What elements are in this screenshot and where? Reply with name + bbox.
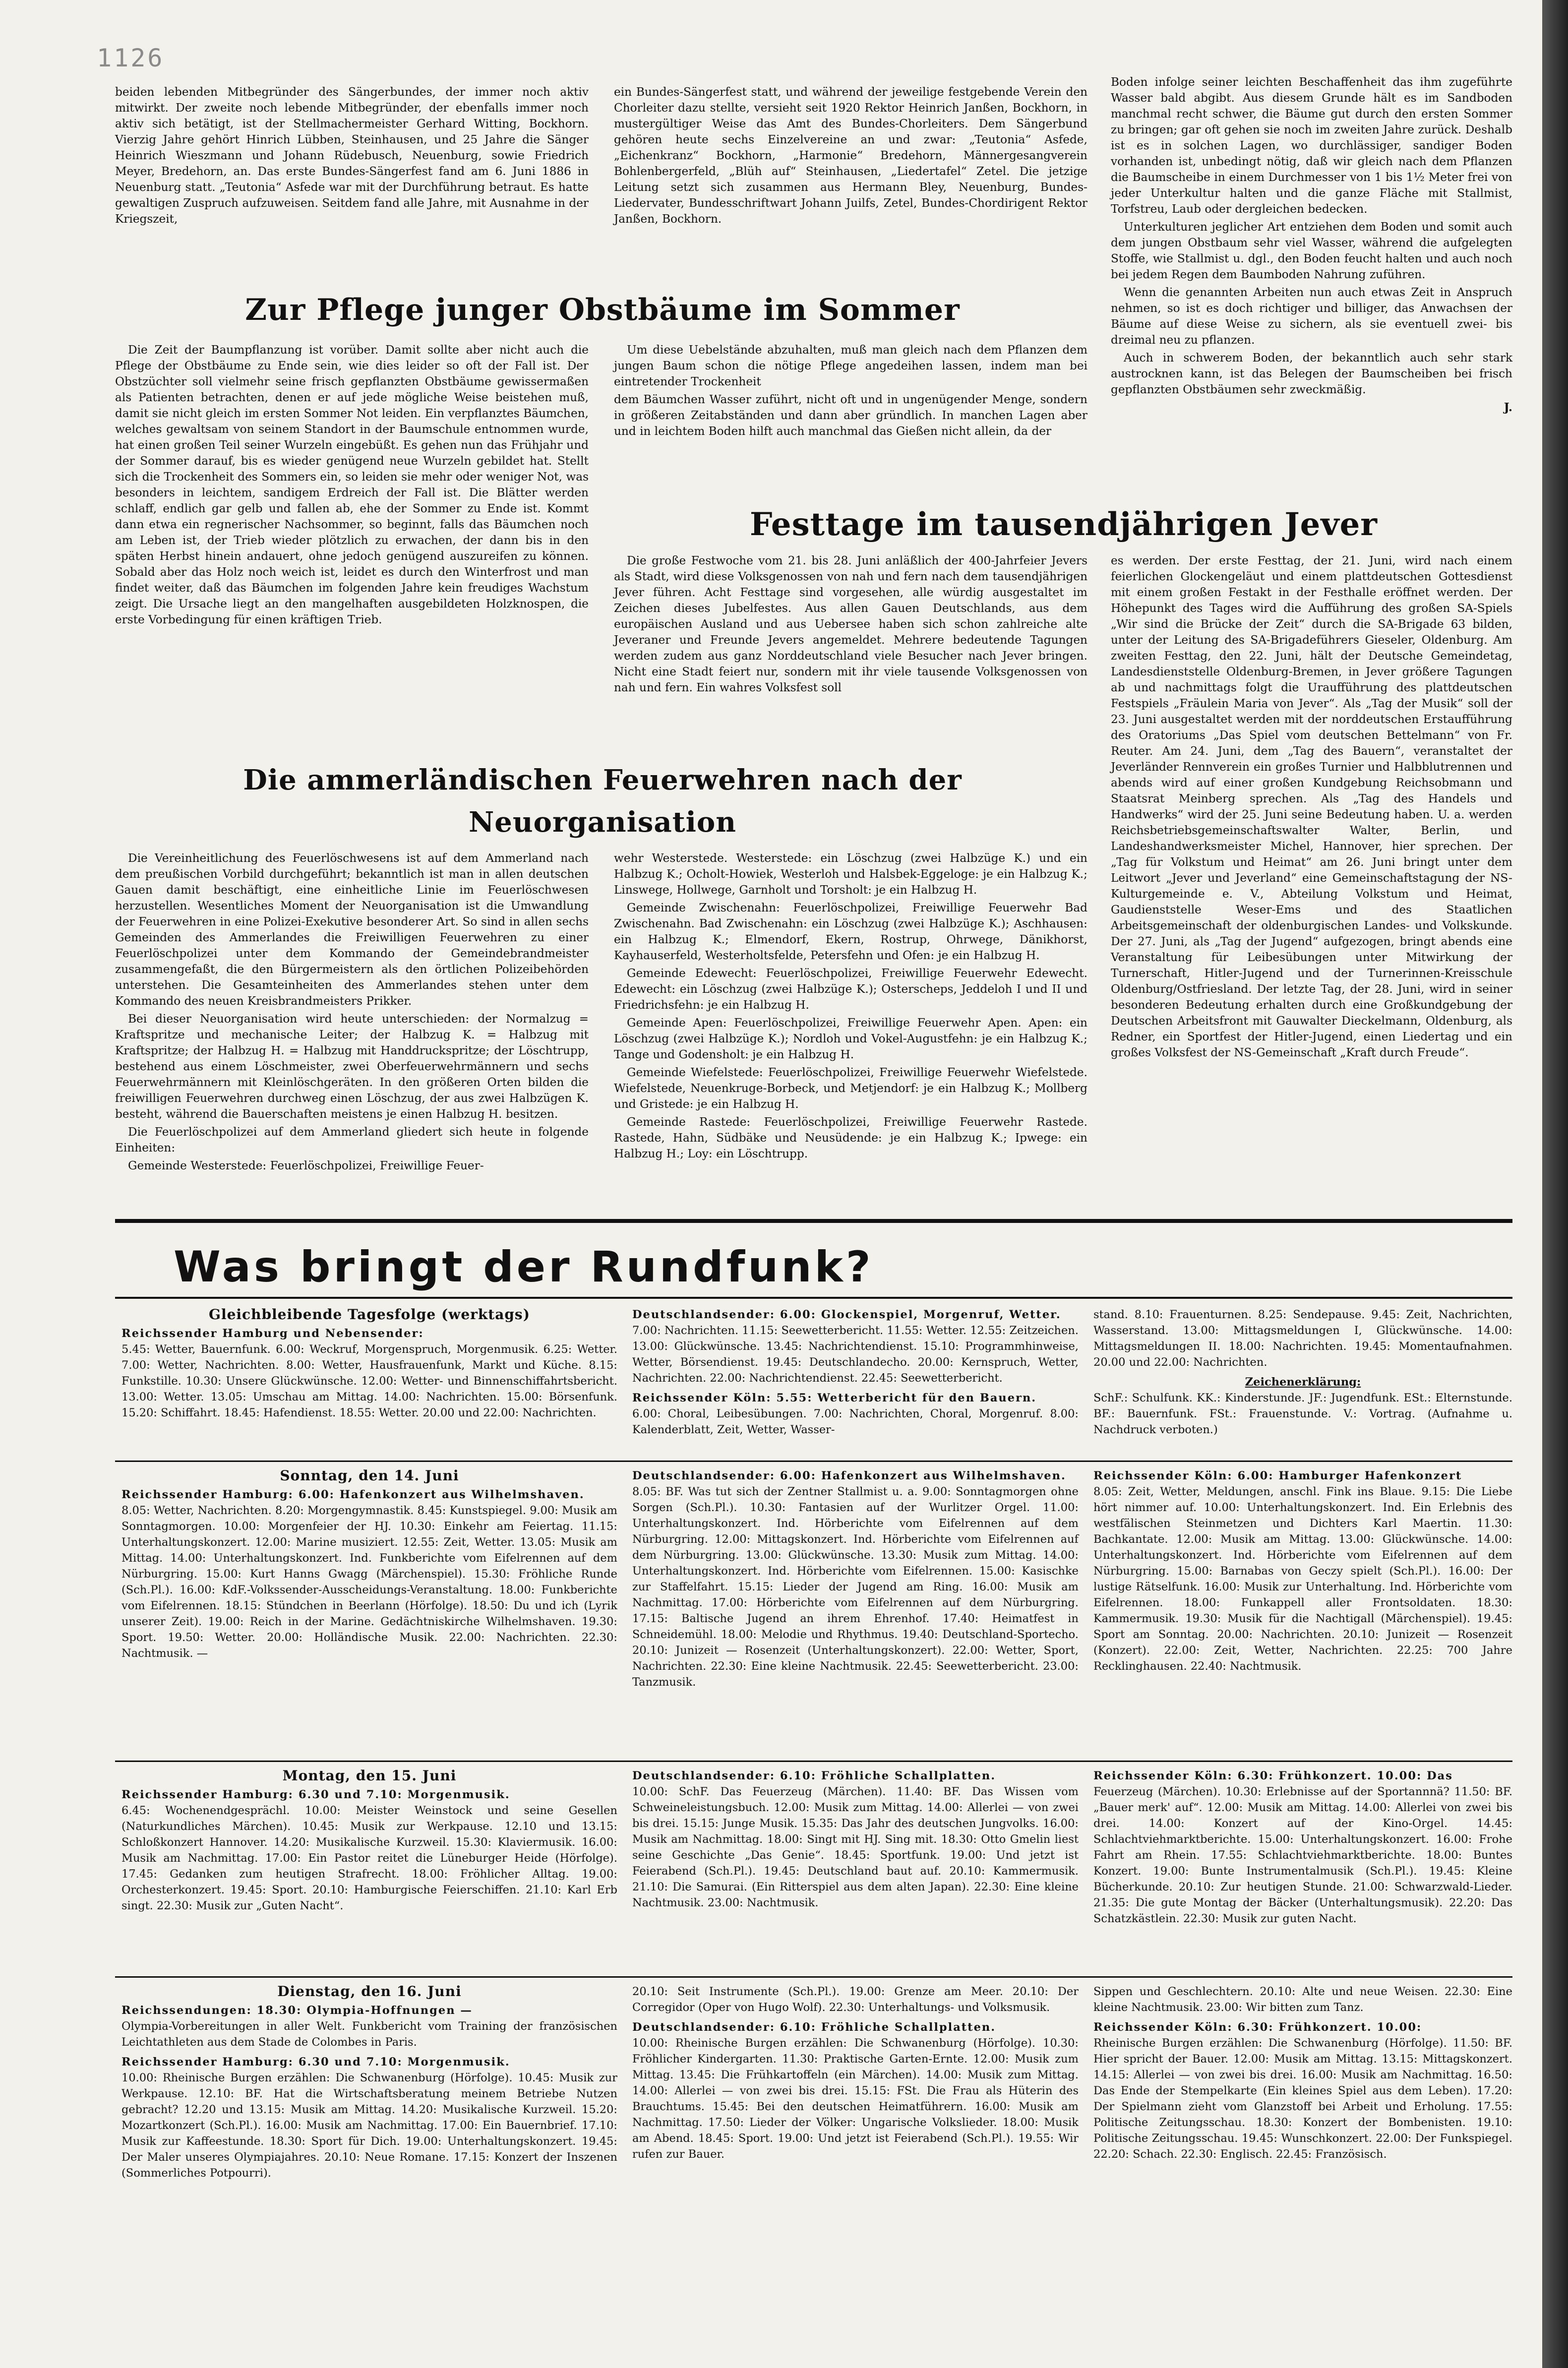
program-text: 8.05: Zeit, Wetter, Meldungen, anschl. Fink ins Blaue. 9.15: Die Liebe hört nimmer auf. 10.00: Unterhaltungskonzert. Ind. Ein Erlebnis des westfälischen Steinmetzen und Dichters Karl Maertin. 11.30: Bachkantate. 12.00: Musik am Mittag. 13.00: Glückwünsche. 14.00: Unterhaltungskonzert. Ind. Hörberichte vom Eifelrennen auf dem Nürburgring. 15.00: Barnabas von Geczy spielt (Sch.Pl.). 16.00: Der lustige Rätselfunk. 16.00: Musik zur Unterhaltung. Ind. Hörberichte vom Eifelrennen. 18.00: Funkappell aller Frontsoldaten. 18.30: Kammermusik. 19.30: Musik für die Nachtigall (Märchenspiel). 19.45: Sport am Sonntag. 20.00: Nachrichten. 20.10: Junizeit — Rosenzeit (Konzert). 22.00: Zeit, Wetter, Nachrichten. 22.25: 700 Jahre Recklinghausen. 22.40: Nachtmusik. [1093, 1485, 1512, 1673]
jever-col1 [614, 553, 1087, 698]
jever-headline: Festtage im tausendjährigen Jever [749, 506, 1378, 543]
radio-row4-col1 [121, 1984, 617, 2185]
sender-name: Reichssender Hamburg: 6.30 und 7.10: Morgenmusik. [121, 2056, 510, 2068]
program-text: 8.05: Wetter, Nachrichten. 8.20: Morgengymnastik. 8.45: Kunstspiegel. 9.00: Musik am Sonntagmorgen. 10.00: Morgenfeier der HJ. 10.30: Einkehr am Feiertag. 11.15: Unterhaltungskonzert. 12.00: Marine musiziert. 12.55: Zeit, Wetter. 13.05: Musik am Mittag. 14.00: Unterhaltungskonzert. Ind. Funkberichte vom Eifelrennen auf dem Nürburgring. 15.00: Kurt Hanns Gwagg (Märchenspiel). 15.30: Fröhliche Runde (Sch.Pl.). 16.00: KdF.-Volkssender-Ausscheidungs-Veranstaltung. 18.00: Funkberichte vom Eifelrennen. 18.15: Stündchen in Beerlann (Hörfolge). 18.50: Du und ich (Lyrik unserer Zeit). 19.00: Reich in der Marine. Gedächtniskirche Wilhelmshaven. 19.30: Sport. 19.50: Wetter. 20.00: Holländische Musik. 22.00: Nachrichten. 22.30: Nachtmusik. — [121, 1504, 617, 1660]
paragraph: dem Bäumchen Wasser zuführt, nicht oft und in ungenügender Menge, sondern in größeren Zeitabständen und dann aber gründlich. In manchen Lagen aber und in leichtem Boden hilft auch manchmal das Gießen nicht allein, da der [614, 393, 1087, 438]
program-text: 6.45: Wochenendgesprächl. 10.00: Meister Weinstock und seine Gesellen (Naturkundliches Märchen). 10.45: Musik zur Werkpause. 12.10 und 13.15: Schloßkonzert Hannover. 14.20: Musikalische Kurzweil. 15.30: Klaviermusik. 16.00: Musik am Nachmittag. 17.00: Ein Pastor reitet die Lüneburger Heide (Hörfolge). 17.45: Gedanken zum heutigen Strafrecht. 18.00: Fröhlicher Alltag. 19.00: Orchesterkonzert. 19.45: Sport. 20.10: Hamburgische Feierschiffen. 21.10: Karl Erb singt. 22.30: Musik zur „Guten Nacht“. [121, 1804, 617, 1912]
sender-name: Reichssender Hamburg und Nebensender: [121, 1327, 424, 1340]
program-text: 10.00: SchF. Das Feuerzeug (Märchen). 11.40: BF. Das Wissen vom Schweineleistungsbuch. 12.00: Musik zum Mittag. 14.00: Allerlei — von zwei bis drei. 15.15: Junge Musik. 15.35: Das Jahr des deutschen Jungvolks. 16.00: Musik am Nachmittag. 18.00: Singt mit HJ. Sing mit. 18.30: Otto Gmelin liest seine Geschichte „Das Genie“. 18.45: Sportfunk. 19.00: Und jetzt ist Feierabend (Sch.Pl.). 19.45: Deutschland baut auf. 20.10: Kammermusik. 21.10: Die Samurai. (Ein Ritterspiel aus dem alten Japan). 22.30: Eine kleine Nachtmusik. 23.00: Nachtmusik. [632, 1785, 1079, 1909]
paragraph: Gemeinde Edewecht: Feuerlöschpolizei, Freiwillige Feuerwehr Edewecht. Edewecht: ein Löschzug (zwei Halbzüge K.); Osterscheps, Jeddeloh I und II und Friedrichsfehn: je ein Halbzug H. [614, 967, 1087, 1012]
jever-col2 [1111, 553, 1512, 1063]
radio-row3-col1 [121, 1768, 617, 1918]
rundfunk-title: Was bringt der Rundfunk? [174, 1242, 874, 1292]
row-rule [115, 1761, 1512, 1762]
sender-name: Deutschlandsender: 6.00: Hafenkonzert aus Wilhelmshaven. [632, 1469, 1066, 1482]
paragraph: Gemeinde Apen: Feuerlöschpolizei, Freiwillige Feuerwehr Apen. Apen: ein Löschzug (zwei Halbzüge K.); Nordloh und Vokel-Augustfehn: je ein Halbzug K.; Tange und Godensholt: je ein Halbzug H. [614, 1016, 1087, 1061]
program-text: 20.10: Seit Instrumente (Sch.Pl.). 19.00: Grenze am Meer. 20.10: Der Corregidor (Oper von Hugo Wolf). 22.30: Unterhaltungs- und Volksmusik. [632, 1985, 1079, 2014]
program-text: Feuerzeug (Märchen). 10.30: Erlebnisse auf der Sportannnä? 11.50: BF. „Bauer merk' auf“. 12.00: Musik am Mittag. 14.00: Allerlei von zwei bis drei. 14.00: Konzert auf der Kino-Orgel. 14.45: Schlachtviehmarktberichte. 15.00: Unterhaltungskonzert. 16.00: Frohe Fahrt am Rhein. 17.55: Schlachtviehmarktberichte. 18.00: Buntes Konzert. 19.00: Bunte Instrumentalmusik (Sch.Pl.). 19.45: Kleine Bücherkunde. 20.10: Zur heutigen Stunde. 21.00: Schwarzwald-Lieder. 21.35: Die gute Montag der Bäcker (Unterhaltungsmusik). 22.20: Das Schatzkästlein. 22.30: Musik zur guten Nacht. [1093, 1785, 1512, 1925]
paragraph: Gemeinde Westerstede: Feuerlöschpolizei, Freiwillige Feuer- [128, 1159, 484, 1172]
paragraph: Wenn die genannten Arbeiten nun auch etwas Zeit in Anspruch nehmen, so ist es doch richtiger und billiger, das Anwachsen der Bäume auf diese Weise zu sichern, als sie eventuell zwei- bis dreimal neu zu pflanzen. [1111, 286, 1512, 347]
feuerwehr-headline-line1: Die ammerländischen Feuerwehren nach der [243, 764, 962, 796]
sangerbund-continuation-col1 [115, 84, 589, 229]
program-text: 10.00: Rheinische Burgen erzählen: Die Schwanenburg (Hörfolge). 10.45: Musik zur Werkpause. 12.10: BF. Hat die Wirtschaftsberatung meinem Betriebe Nutzen gebracht? 12.20 und 13.15: Musik am Mittag. 14.20: Musikalische Kurzweil. 15.20: Mozartkonzert (Sch.Pl.). 16.00: Musik am Nachmittag. 17.00: Ein Bauernbrief. 17.10: Musik zur Kaffeestunde. 18.30: Sport für Dich. 19.00: Unterhaltungskonzert. 19.45: Der Maler unseres Olympiajahres. 20.10: Neue Romane. 17.15: Konzert der Inszenen (Sommerliches Potpourri). [121, 2071, 617, 2180]
page-number: 1126 [97, 44, 165, 72]
radio-row2-col2 [632, 1468, 1079, 1694]
legend-text: SchF.: Schulfunk. KK.: Kinderstunde. JF.: Jugendfunk. ESt.: Elternstunde. BF.: Bauernfunk. FSt.: Frauenstunde. V.: Vortrag. (Aufnahme u. Nachdruck verboten.) [1093, 1392, 1512, 1436]
radio-row3-col2 [632, 1768, 1079, 1915]
author-signature: J. [1504, 401, 1512, 414]
radio-row3-col3 [1093, 1768, 1512, 1931]
program-text: 10.00: Rheinische Burgen erzählen: Die Schwanenburg (Hörfolge). 10.30: Fröhlicher Kindergarten. 11.30: Praktische Garten-Ernte. 12.00: Musik zum Mittag. 13.45: Die Frühkartoffeln (ein Märchen). 14.00: Musik zum Mittag. 14.00: Allerlei — von zwei bis drei. 15.15: FSt. Die Frau als Hüterin des Brauchtums. 15.45: Bei den deutschen Heimatführern. 16.00: Musik am Nachmittag. 17.50: Lieder der Völker: Ungarische Volkslieder. 18.00: Musik am Abend. 18.45: Sport. 19.00: Und jetzt ist Feierabend (Sch.Pl.). 19.55: Wir rufen zur Bauer. [632, 2037, 1079, 2161]
sender-name: Reichssender Köln: 5.55: Wetterbericht für den Bauern. [632, 1392, 1037, 1404]
legend-heading: Zeichenerklärung: [1245, 1376, 1361, 1389]
program-text: Sippen und Geschlechtern. 20.10: Alte und neue Weisen. 22.30: Eine kleine Nachtmusik. 23.00: Wir bitten zum Tanz. [1093, 1985, 1512, 2014]
sender-name: Reichssender Köln: 6.30: Frühkonzert. 10.00: [1093, 2021, 1422, 2034]
radio-row4-col2 [632, 1984, 1079, 2166]
radio-row1-col3 [1093, 1307, 1512, 1442]
paragraph: Die Feuerlöschpolizei auf dem Ammerland gliedert sich heute in folgende Einheiten: [115, 1125, 589, 1154]
title-rule [115, 1297, 1512, 1299]
paragraph: Gemeinde Zwischenahn: Feuerlöschpolizei, Freiwillige Feuerwehr Bad Zwischenahn. Bad Zwischenahn: ein Löschzug (zwei Halbzüge K.); Aschhausen: ein Halbzug K.; Elmendorf, Ekern, Rostrup, Ohrwege, Dänikhorst, Kayhauserfeld, Westerholtsfelde, Petersfehn und Ofen: je ein Halbzug H. [614, 901, 1087, 962]
paragraph: Die große Festwoche vom 21. bis 28. Juni anläßlich der 400-Jahrfeier Jevers als Stadt, wird diese Volksgenossen von nah und fern nach dem tausendjährigen Jever führen. Acht Festtage sind vorgesehen, alle würdig ausgestaltet im Zeichen dieses Jubelfestes. Aus allen Gauen Deutschlands, aus dem europäischen Ausland und aus Uebersee haben sich schon zahlreiche alte Jeveraner und Freunde Jevers angemeldet. Mehrere bedeutende Tagungen werden zudem aus ganz Norddeutschland viele Besucher nach Jever bringen. Nicht eine Stadt feiert nur, sondern mit ihr viele tausende Volksgenossen von nah und fern. Ein wahres Volksfest soll [614, 554, 1087, 694]
radio-row1-col1 [121, 1307, 617, 1425]
feuerwehr-headline-line2: Neuorganisation [469, 806, 736, 839]
program-text: Olympia-Vorbereitungen in aller Welt. Funkbericht vom Training der französischen Leichtathleten aus dem Stade de Colombes in Paris. [121, 2020, 617, 2049]
row-rule [115, 1460, 1512, 1462]
paragraph: ein Bundes-Sängerfest statt, und während der jeweilige festgebende Verein den Chorleiter dazu stellte, versieht seit 1920 Rektor Heinrich Janßen, Bockhorn, in mustergültiger Weise das Amt des Bundes-Chorleiters. Dem Sängerbund gehören heute sechs Einzelvereine an und zwar: „Teutonia“ Asfede, „Eichenkranz“ Bockhorn, „Harmonie“ Bredehorn, Männergesangverein Bohlenbergerfeld, „Blüh auf“ Steinhausen, „Liedertafel“ Zetel. Die jetzige Leitung setzt sich zusammen aus Hermann Bley, Neuenburg, Bundes-Liedervater, Bundesschriftwart Johann Juilfs, Zetel, Bundes-Chordirigent Rektor Janßen, Bockhorn. [614, 85, 1087, 226]
sangerbund-continuation-col2 [614, 84, 1087, 229]
paragraph: Unterkulturen jeglicher Art entziehen dem Boden und somit auch dem jungen Obstbaum sehr viel Wasser, während die aufgelegten Stoffe, wie Stallmist u. dgl., den Boden feucht halten und auch noch bei jedem Regen dem Baumboden Nahrung zuführen. [1111, 220, 1512, 281]
paragraph: Um diese Uebelstände abzuhalten, muß man gleich nach dem Pflanzen dem jungen Baum schon die nötige Pflege angedeihen lassen, indem man bei eintretender Trockenheit [614, 343, 1087, 388]
sender-name: Reichssender Hamburg: 6.00: Hafenkonzert aus Wilhelmshaven. [121, 1488, 585, 1501]
paragraph: Boden infolge seiner leichten Beschaffenheit das ihm zugeführte Wasser bald abgibt. Aus diesem Grunde hält es im Sandboden manchmal recht schwer, die Bäume gut durch den ersten Sommer zu bringen; gar oft gehen sie noch im zweiten Jahre zurück. Deshalb ist es in solchen Lagen, wo durchlässiger, sandiger Boden vorhanden ist, unbedingt nötig, daß wir gleich nach dem Pflanzen die Baumscheibe in einem Durchmesser von 1 bis 1½ Meter frei von jeder Unterkultur halten und die ganze Fläche mit Stallmist, Torfstreu, Laub oder dergleichen bedecken. [1111, 75, 1512, 216]
program-text: 5.45: Wetter, Bauernfunk. 6.00: Weckruf, Morgenspruch, Morgenmusik. 6.25: Wetter. 7.00: Wetter, Nachrichten. 8.00: Wetter, Hausfrauenfunk, Markt und Küche. 8.15: Funkstille. 10.30: Unsere Glückwünsche. 12.00: Wetter- und Binnenschiffahrtsbericht. 13.00: Wetter. 13.05: Umschau am Mittag. 14.00: Nachrichten. 15.00: Börsenfunk. 15.20: Schiffahrt. 18.45: Hafendienst. 18.55: Wetter. 20.00 und 22.00: Nachrichten. [121, 1343, 617, 1419]
feuerwehr-col2 [614, 850, 1087, 1164]
paragraph: Auch in schwerem Boden, der bekanntlich auch sehr stark austrocknen kann, ist das Belegen der Baumscheiben bei frisch gepflanzten Obstbäumen sehr zweckmäßig. [1111, 351, 1512, 396]
day-heading: Sonntag, den 14. Juni [280, 1467, 459, 1484]
obst-headline: Zur Pflege junger Obstbäume im Sommer [245, 293, 960, 327]
row-rule [115, 1976, 1512, 1978]
day-heading: Montag, den 15. Juni [282, 1767, 457, 1784]
paragraph: Gemeinde Wiefelstede: Feuerlöschpolizei, Freiwillige Feuerwehr Wiefelstede. Wiefelstede, Neuenkruge-Borbeck, und Metjendorf: je ein Halbzug K.; Mollberg und Gristede: je ein Halbzug H. [614, 1066, 1087, 1111]
sender-name: Reichssender Köln: 6.30: Frühkonzert. 10.00: Das [1093, 1769, 1453, 1782]
sender-name: Reichssender Köln: 6.00: Hamburger Hafenkonzert [1093, 1469, 1462, 1482]
radio-row2-col1 [121, 1468, 617, 1665]
paragraph: Bei dieser Neuorganisation wird heute unterschieden: der Normalzug = Kraftspritze und mechanische Leiter; der Halbzug K. = Halbzug mit Kraftspritze; der Halbzug H. = Halbzug mit Handdruckspritze; der Löschtrupp, bestehend aus einem Löschmeister, zwei Oberfeuerwehrmännern und sechs Feuerwehrmännern mit Kleinlöschgeräten. In den größeren Orten bilden die freiwilligen Feuerwehren durchweg einen Löschzug, der aus zwei Halbzügen K. besteht, während die Bauerschaften meistens je einen Halbzug H. besitzen. [115, 1012, 589, 1121]
scan-edge-shadow [1542, 0, 1568, 2368]
sender-name: Deutschlandsender: 6.10: Fröhliche Schallplatten. [632, 2021, 996, 2034]
radio-row1-col2 [632, 1307, 1079, 1442]
program-text: 7.00: Nachrichten. 11.15: Seewetterbericht. 11.55: Wetter. 12.55: Zeitzeichen. 13.00: Glückwünsche. 13.45: Nachrichtendienst. 15.10: Programmhinweise, Wetter, Börsendienst. 19.45: Deutschlandecho. 20.00: Kernspruch, Wetter, Nachrichten. 22.00: Nachrichtendienst. 22.45: Seewetterbericht. [632, 1324, 1079, 1385]
obst-continuation-col3 [1111, 74, 1512, 416]
section-rule [115, 1219, 1512, 1223]
day-heading: Gleichbleibende Tagesfolge (werktags) [209, 1306, 530, 1323]
feuerwehr-col1 [115, 850, 589, 1176]
program-text: stand. 8.10: Frauenturnen. 8.25: Sendepause. 9.45: Zeit, Nachrichten, Wasserstand. 13.00: Mittagsmeldungen I, Glückwünsche. 14.00: Mittagsmeldungen II. 18.00: Nachrichten. 19.45: Momentaufnahmen. 20.00 und 22.00: Nachrichten. [1093, 1308, 1512, 1369]
sender-name: Deutschlandsender: 6.10: Fröhliche Schallplatten. [632, 1769, 996, 1782]
program-text: 8.05: BF. Was tut sich der Zentner Stallmist u. a. 9.00: Sonntagmorgen ohne Sorgen (Sch.Pl.). 10.30: Fantasien auf der Wurlitzer Orgel. 11.00: Unterhaltungskonzert. Ind. Hörberichte vom Eifelrennen auf dem Nürburgring. 12.00: Mittagskonzert. Ind. Hörberichte vom Eifelrennen auf dem Nürburgring. 13.00: Glückwünsche. 13.30: Musik zum Mittag. 14.00: Unterhaltungskonzert. Ind. Hörberichte vom Eifelrennen. 15.00: Kasischke zur Staffelfahrt. 15.15: Lieder der Jugend am Ring. 16.00: Musik am Nachmittag. 17.00: Hörberichte vom Eifelrennen auf dem Nürburgring. 17.15: Baltische Jugend an ihrem Ehrenhof. 17.40: Heimatfest in Schneidemühl. 18.00: Melodie und Rhythmus. 19.40: Deutschland-Sportecho. 20.10: Junizeit — Rosenzeit (Unterhaltungskonzert). 22.00: Wetter, Sport, Nachrichten. 22.30: Eine kleine Nachtmusik. 22.45: Seewetterbericht. 23.00: Tanzmusik. [632, 1485, 1079, 1689]
program-text: 6.00: Choral, Leibesübungen. 7.00: Nachrichten, Choral, Morgenruf. 8.00: Kalenderblatt, Zeit, Wetter, Wasser- [632, 1407, 1079, 1436]
sender-name: Deutschlandsender: 6.00: Glockenspiel, Morgenruf, Wetter. [632, 1308, 1061, 1321]
paragraph: beiden lebenden Mitbegründer des Sängerbundes, der immer noch aktiv mitwirkt. Der zweite noch lebende Mitbegründer, der ebenfalls immer noch aktiv sich betätigt, ist der Stellmachermeister Gerhard Witting, Bockhorn. Vierzig Jahre gehört Hinrich Lübben, Steinhausen, und 25 Jahre die Sänger Heinrich Wieszmann und Johann Rüdebusch, Neuenburg, sowie Friedrich Meyer, Bredehorn, an. Das erste Bundes-Sängerfest fand am 6. Juni 1886 in Neuenburg statt. „Teutonia“ Asfede war mit der Durchführung betraut. Es hatte gewaltigen Zuspruch aufzuweisen. Seitdem fand alle Jahre, mit Ausnahme in der Kriegszeit, [115, 85, 589, 226]
day-heading: Dienstag, den 16. Juni [277, 1983, 462, 2000]
radio-row2-col3 [1093, 1468, 1512, 1678]
paragraph: Gemeinde Rastede: Feuerlöschpolizei, Freiwillige Feuerwehr Rastede. Rastede, Hahn, Südbäke und Neusüdende: je ein Halbzug K.; Ipwege: ein Halbzug H.; Loy: ein Löschtrupp. [614, 1115, 1087, 1160]
program-text: Rheinische Burgen erzählen: Die Schwanenburg (Hörfolge). 11.50: BF. Hier spricht der Bauer. 12.00: Musik am Mittag. 13.15: Mittagskonzert. 14.15: Allerlei — von zwei bis drei. 16.00: Musik am Nachmittag. 16.50: Das Ende der Stempelkarte (Ein kleines Spiel aus dem Leben). 17.20: Der Spielmann zieht vom Glanzstoff bei Arbeit und Erholung. 17.55: Politische Zeitungsschau. 18.30: Konzert der Bombenisten. 19.10: Politische Zeitungsschau. 19.45: Wunschkonzert. 22.00: Der Funkspiegel. 22.20: Schach. 22.30: Englisch. 22.45: Französisch. [1093, 2037, 1512, 2161]
sender-name: Reichssender Hamburg: 6.30 und 7.10: Morgenmusik. [121, 1788, 510, 1801]
radio-row4-col3 [1093, 1984, 1512, 2166]
paragraph: wehr Westerstede. Westerstede: ein Löschzug (zwei Halbzüge K.) und ein Halbzug K.; Ocholt-Howiek, Westerloh und Halsbek-Eggeloge: je ein Halbzug K.; Linswege, Hollwege, Garnholt und Torsholt: je ein Halbzug H. [614, 851, 1087, 897]
paragraph: es werden. Der erste Festtag, der 21. Juni, wird nach einem feierlichen Glockengeläut und einem plattdeutschen Gottesdienst mit einem großen Festakt in der Festhalle eröffnet werden. Der Höhepunkt des Tages wird die Aufführung des großen SA-Spiels „Wir sind die Brücke der Zeit“ durch die SA-Brigade 63 bilden, unter der Leitung des SA-Brigadeführers Gieseler, Oldenburg. Am zweiten Festtag, den 22. Juni, hält der Deutsche Gemeindetag, Landesdienststelle Oldenburg-Bremen, in Jever größere Tagungen ab und nachmittags folgt die Uraufführung des plattdeutschen Festspiels „Fräulein Maria von Jever“. Als „Tag der Musik“ soll der 23. Juni ausgestaltet werden mit der norddeutschen Erstaufführung des Oratoriums „Das Spiel vom deutschen Bettelmann“ von Fr. Reuter. Am 24. Juni, dem „Tag des Bauern“, veranstaltet der Jeverländer Rennverein ein großes Turnier und Halbblutrennen und abends wird auf einer großen Kundgebung Reichsobmann und Staatsrat Meinberg sprechen. Als „Tag des Handels und Handwerks“ wird der 25. Juni seine Bedeutung haben. U. a. werden Reichsbetriebsgemeinschaftswalter Walter, Berlin, und Landeshandwerksmeister Michel, Hannover, hier sprechen. Der „Tag für Volkstum und Heimat“ am 26. Juni bringt unter dem Leitwort „Jever und Jeverland“ eine Gemeinschaftstagung der NS-Kulturgemeinde e. V., Abteilung Volkstum und Heimat, Gaudienststelle Weser-Ems und des Staatlichen Arbeitsgemeinschaft der oldenburgischen Landes- und Volkskunde. Der 27. Juni, als „Tag der Jugend“ aufgezogen, bringt abends eine Veranstaltung für Leibesübungen unter Mitwirkung der Turnerschaft, Hitler-Jugend und der Turnerinnen-Kreisschule Oldenburg/Ostfriesland. Der letzte Tag, der 28. Juni, wird in seiner besonderen Bedeutung erhalten durch eine Großkundgebung der Deutschen Arbeitsfront mit Gauwalter Dieckelmann, Oldenburg, als Redner, ein Sportfest der Hitler-Jugend, einen Liedertag und ein großes Volksfest der NS-Gemeinschaft „Kraft durch Freude“. [1111, 554, 1512, 1059]
sender-name: Reichssendungen: 18.30: Olympia-Hoffnungen — [121, 2004, 473, 2017]
obst-col2 [614, 342, 1087, 441]
obst-col1 [115, 342, 589, 630]
paragraph: Die Zeit der Baumpflanzung ist vorüber. Damit sollte aber nicht auch die Pflege der Obstbäume zu Ende sein, wie dies leider so oft der Fall ist. Der Obstzüchter soll vielmehr seine frisch gepflanzten Obstbäume gewissermaßen als Patienten betrachten, denen er auf jede mögliche Weise beistehen muß, damit sie nicht gleich im ersten Sommer Not leiden. Ein verpflanztes Bäumchen, welches gewaltsam von seinem Standort in der Baumschule entnommen wurde, hat einen großen Teil seiner Wurzeln eingebüßt. Es gehen nun das Frühjahr und der Sommer darauf, bis es wieder genügend neue Wurzeln gebildet hat. Stellt sich die Trockenheit des Sommers ein, so leiden sie mehr oder weniger Not, was besonders in leichtem, sandigem Erdreich der Fall ist. Die Blätter werden schlaff, endlich gar gelb und fallen ab, ehe der Sommer zu Ende ist. Kommt dann etwa ein regnerischer Nachsommer, so beginnt, falls das Bäumchen noch am Leben ist, der Trieb wieder plötzlich zu erwachen, der dann bis in den späten Herbst hinein andauert, ohne jedoch genügend auszureifen zu können. Sobald aber das Holz noch weich ist, leidet es durch den Winterfrost und man findet weiter, daß das Bäumchen im folgenden Jahre kein freudiges Wachstum zeigt. Die Ursache liegt an den mangelhaften ausgebildeten Holzknospen, die erste Vorbedingung für einen kräftigen Trieb. [115, 343, 589, 626]
paragraph: Die Vereinheitlichung des Feuerlöschwesens ist auf dem Ammerland nach dem preußischen Vorbild durchgeführt; bekanntlich ist man in allen deutschen Gauen damit beschäftigt, eine einheitliche Linie im Feuerlöschwesen herzustellen. Wesentliches Moment der Neuorganisation ist die Umwandlung der Feuerwehren in eine Polizei-Exekutive besonderer Art. So sind in allen sechs Gemeinden des Ammerlandes die Freiwilligen Feuerwehren zu einer Feuerlöschpolizei unter dem Kommando der Gemeindebrandmeister zusammengefaßt, die den Bürgermeistern als den örtlichen Polizeibehörden unterstehen. Die Gesamteinheiten des Ammerlandes stehen unter dem Kommando des neuen Kreisbrandmeisters Prikker. [115, 851, 589, 1008]
